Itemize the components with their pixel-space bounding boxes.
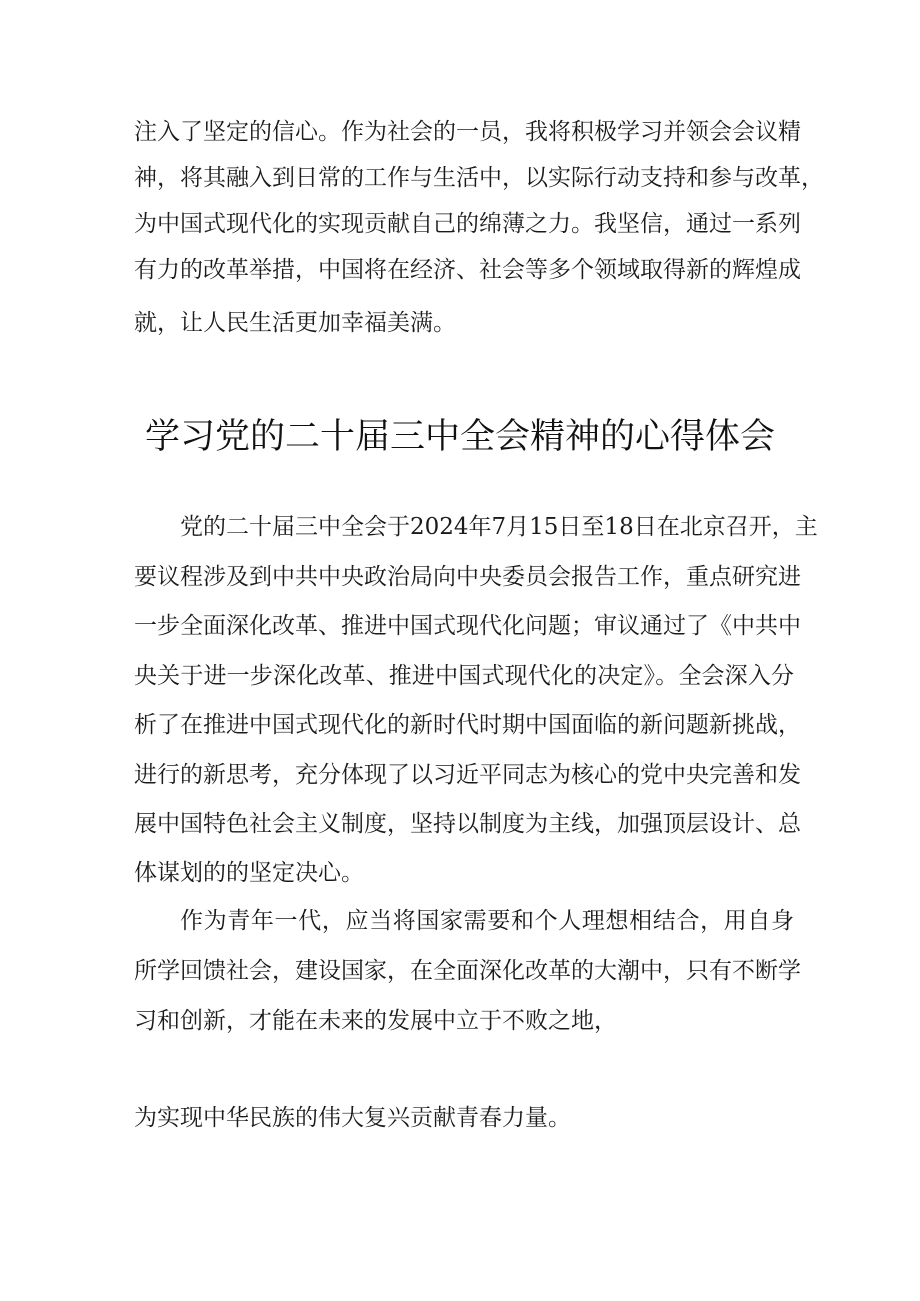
paragraph-1-line-4: 央关于进一步深化改革、推进中国式现代化的决定》。全会深入分 <box>134 663 794 689</box>
top-paragraph-line-5: 就，让人民生活更加幸福美满。 <box>134 310 456 336</box>
paragraph-1-line-3: 一步全面深化改革、推进中国式现代化问题；审议通过了《中共中 <box>134 613 801 639</box>
top-paragraph-line-4: 有力的改革举措，中国将在经济、社会等多个领域取得新的辉煌成 <box>134 257 801 283</box>
paragraph-1-line-1: 党的二十届三中全会于2024年7月15日至18日在北京召开，主 <box>180 514 818 540</box>
paragraph-1-line-8: 体谋划的的坚定决心。 <box>134 860 364 886</box>
top-paragraph-line-1: 注入了坚定的信心。作为社会的一员，我将积极学习并领会会议精 <box>134 119 801 145</box>
paragraph-2-line-1: 作为青年一代，应当将国家需要和个人理想相结合，用自身 <box>180 908 794 934</box>
paragraph-1-line-5: 析了在推进中国式现代化的新时代时期中国面临的新问题新挑战， <box>134 712 801 738</box>
article-title: 学习党的二十届三中全会精神的心得体会 <box>144 417 775 457</box>
paragraph-1-line-7: 展中国特色社会主义制度，坚持以制度为主线，加强顶层设计、总 <box>134 811 801 837</box>
paragraph-2-line-3: 习和创新，才能在未来的发展中立于不败之地， <box>134 1008 617 1034</box>
paragraph-2-line-2: 所学回馈社会，建设国家，在全面深化改革的大潮中，只有不断学 <box>134 958 801 984</box>
top-paragraph-line-2: 神，将其融入到日常的工作与生活中，以实际行动支持和参与改革， <box>134 165 824 191</box>
paragraph-1-line-6: 进行的新思考，充分体现了以习近平同志为核心的党中央完善和发 <box>134 762 801 788</box>
paragraph-3-line-1: 为实现中华民族的伟大复兴贡献青春力量。 <box>134 1105 571 1131</box>
top-paragraph-line-3: 为中国式现代化的实现贡献自己的绵薄之力。我坚信，通过一系列 <box>134 211 801 237</box>
paragraph-1-line-2: 要议程涉及到中共中央政治局向中央委员会报告工作，重点研究进 <box>134 564 801 590</box>
